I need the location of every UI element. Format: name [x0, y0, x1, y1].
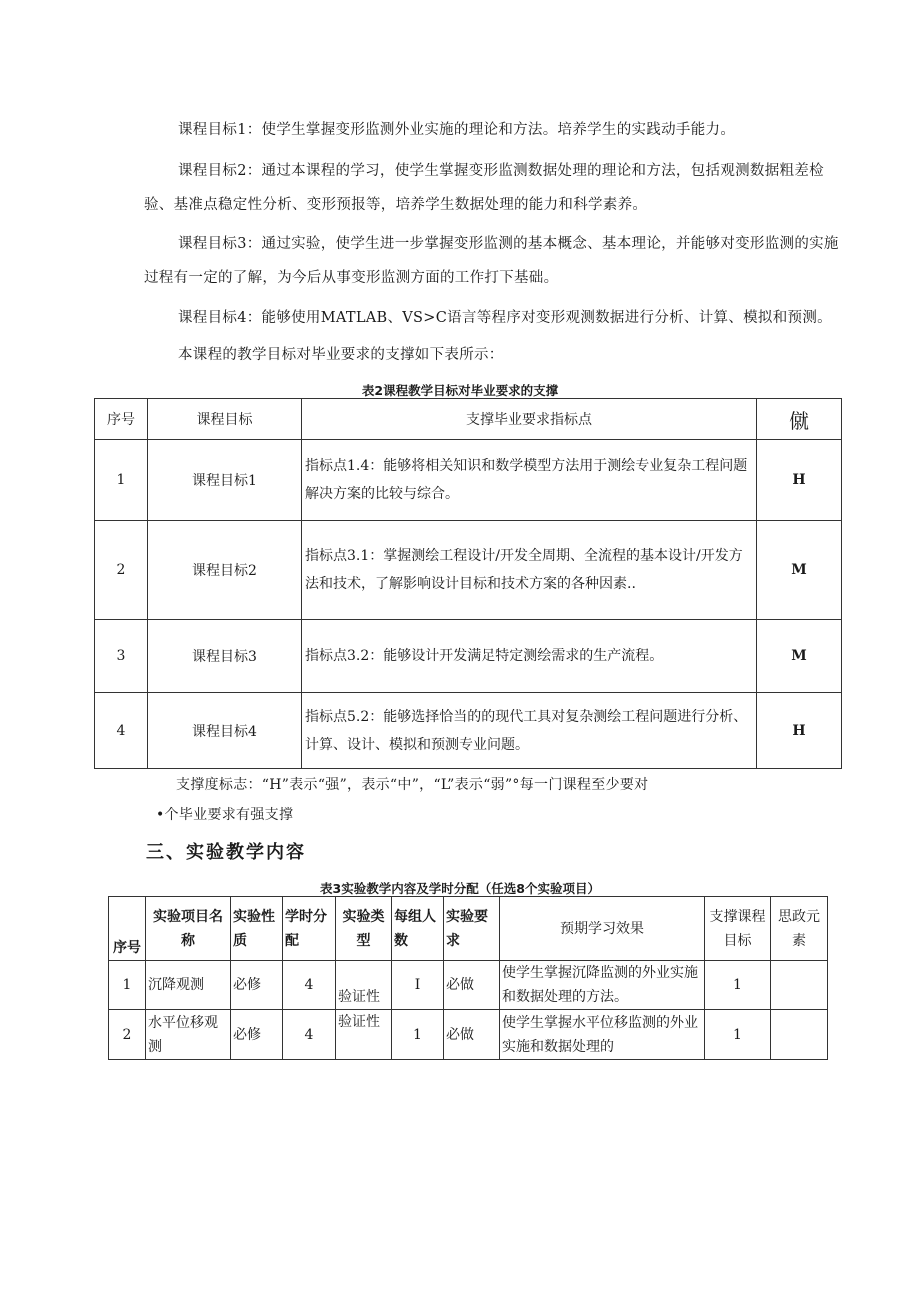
row-name: 水平位移观测	[146, 1010, 231, 1060]
header-req: 实验要求	[444, 897, 500, 961]
support-legend-continued: •个毕业要求有强支撑	[156, 807, 294, 823]
row-no: 1	[95, 440, 148, 521]
row-level: H	[757, 440, 842, 521]
table-header-row	[109, 897, 828, 961]
row-nature: 必修	[231, 961, 283, 1010]
table-row	[95, 620, 842, 693]
header-hours: 学时分配	[283, 897, 336, 961]
support-legend: 支撑度标志：“H”表示“强”，表示“中”，“L”表示“弱”°每一门课程至少要对	[176, 777, 649, 793]
row-support: 1	[705, 1010, 771, 1060]
row-type: 验证性	[336, 1010, 392, 1060]
course-goal-4: 课程目标4：能够使用MATLAB、VS>C语言等程序对变形观测数据进行分析、计算、模拟和预测。	[178, 310, 832, 326]
row-level: M	[757, 521, 842, 620]
table-row	[95, 693, 842, 769]
experiment-table	[108, 896, 828, 1060]
row-goal: 课程目标1	[148, 440, 302, 521]
table2-caption: 表2课程教学目标对毕业要求的支撑	[361, 383, 559, 398]
row-indicator: 指标点1.4：能够将相关知识和数学模型方法用于测绘专业复杂工程问题解决方案的比较与综合。	[302, 440, 757, 521]
row-indicator: 指标点3.2：能够设计开发满足特定测绘需求的生产流程。	[302, 620, 757, 693]
row-req: 必做	[444, 1010, 500, 1060]
row-effect: 使学生掌握沉降监测的外业实施和数据处理的方法。	[500, 961, 705, 1010]
table-row	[95, 440, 842, 521]
row-no: 1	[109, 961, 146, 1010]
row-hours: 4	[283, 961, 336, 1010]
row-no: 2	[109, 1010, 146, 1060]
row-goal: 课程目标3	[148, 620, 302, 693]
header-no: 序号	[109, 897, 146, 961]
header-support: 支撑课程目标	[705, 897, 771, 961]
header-indicator: 支撑毕业要求指标点	[302, 399, 757, 440]
row-nature: 必修	[231, 1010, 283, 1060]
table-header-row	[95, 399, 842, 440]
row-type: 验证性	[336, 961, 392, 1010]
table3-caption: 表3实验教学内容及学时分配（任选8个实验项目）	[320, 881, 600, 896]
row-group: 1	[392, 1010, 444, 1060]
table-row	[109, 961, 828, 1010]
row-req: 必做	[444, 961, 500, 1010]
header-no: 序号	[95, 399, 148, 440]
row-effect: 使学生掌握水平位移监测的外业实施和数据处理的	[500, 1010, 705, 1060]
header-type: 实验类型	[336, 897, 392, 961]
table-row	[109, 1010, 828, 1060]
table-row	[95, 521, 842, 620]
header-goal: 课程目标	[148, 399, 302, 440]
header-effect: 预期学习效果	[500, 897, 705, 961]
row-ideology	[771, 1010, 828, 1060]
header-level: 僦	[757, 399, 842, 440]
row-no: 3	[95, 620, 148, 693]
support-table	[94, 398, 842, 769]
row-name: 沉降观测	[146, 961, 231, 1010]
course-goal-1: 课程目标1：使学生掌握变形监测外业实施的理论和方法。培养学生的实践动手能力。	[178, 122, 736, 138]
header-name: 实验项目名称	[146, 897, 231, 961]
section-heading: 三、实验教学内容	[146, 842, 306, 863]
row-goal: 课程目标2	[148, 521, 302, 620]
row-goal: 课程目标4	[148, 693, 302, 769]
row-level: H	[757, 693, 842, 769]
header-group: 每组人数	[392, 897, 444, 961]
row-level: M	[757, 620, 842, 693]
course-goal-3: 课程目标3：通过实验，使学生进一步掌握变形监测的基本概念、基本理论，并能够对变形监测的实施过程有一定的了解，为今后从事变形监测方面的工作打下基础。	[144, 236, 839, 286]
row-hours: 4	[283, 1010, 336, 1060]
header-nature: 实验性质	[231, 897, 283, 961]
row-no: 4	[95, 693, 148, 769]
header-ideology: 思政元素	[771, 897, 828, 961]
course-goal-2: 课程目标2：通过本课程的学习，使学生掌握变形监测数据处理的理论和方法，包括观测数据粗差检验、基准点稳定性分析、变形预报等，培养学生数据处理的能力和科学素养。	[144, 163, 824, 213]
row-indicator: 指标点5.2：能够选择恰当的的现代工具对复杂测绘工程问题进行分析、计算、设计、模拟和预测专业问题。	[302, 693, 757, 769]
row-ideology	[771, 961, 828, 1010]
row-group: I	[392, 961, 444, 1010]
row-indicator: 指标点3.1：掌握测绘工程设计/开发全周期、全流程的基本设计/开发方法和技术，了解影响设计目标和技术方案的各种因素..	[302, 521, 757, 620]
row-support: 1	[705, 961, 771, 1010]
support-intro: 本课程的教学目标对毕业要求的支撑如下表所示：	[178, 347, 504, 363]
row-no: 2	[95, 521, 148, 620]
